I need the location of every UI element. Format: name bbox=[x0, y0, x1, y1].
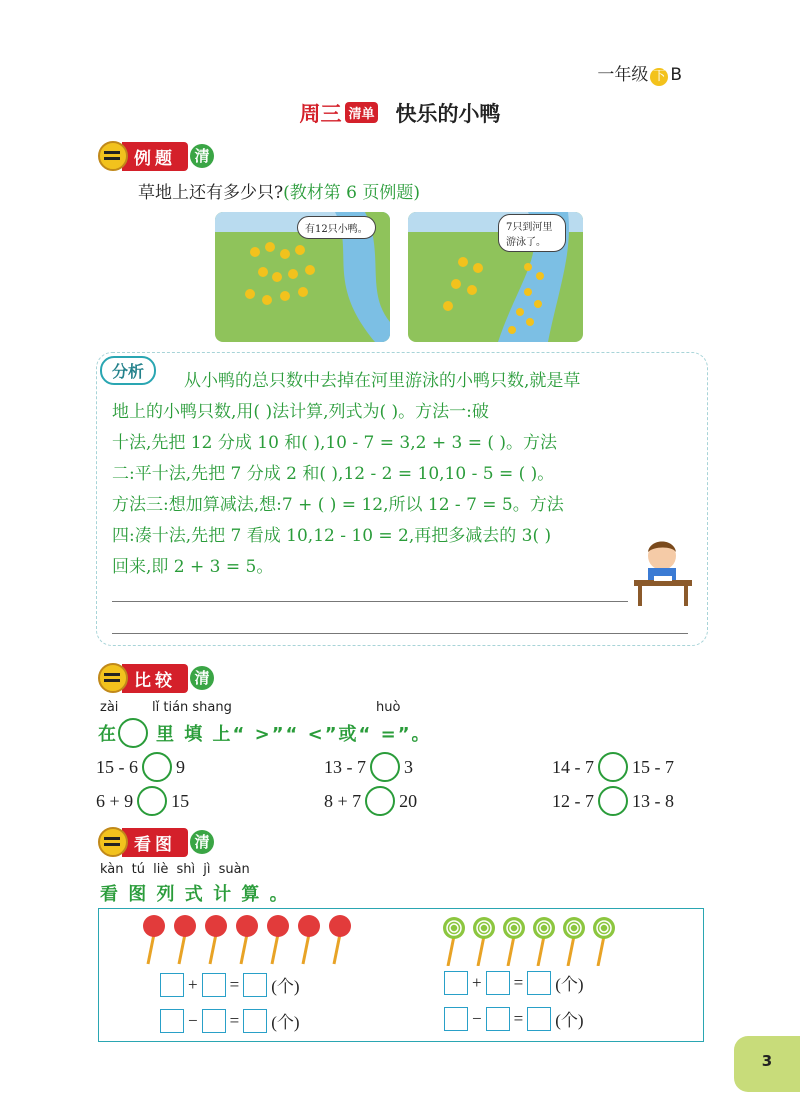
answer-box[interactable] bbox=[243, 973, 267, 997]
analysis-line: 地上的小鸭只数,用( )法计算,列式为( )。方法一:破 bbox=[112, 402, 489, 422]
pinyin: lǐ tián shang bbox=[152, 700, 232, 715]
red-lollipop-icon bbox=[174, 915, 196, 964]
compare-item: 12 - 7 13 - 8 bbox=[552, 786, 674, 816]
answer-circle[interactable] bbox=[137, 786, 167, 816]
compare-item: 14 - 7 15 - 7 bbox=[552, 752, 674, 782]
compare-instruction: 在 里 填 上“ >”“ <”或“ =”。 bbox=[98, 718, 432, 748]
red-lollipop-icon bbox=[298, 915, 320, 964]
answer-line bbox=[112, 601, 628, 602]
answer-circle bbox=[118, 718, 148, 748]
grade-xia-badge: 下 bbox=[650, 68, 668, 86]
answer-box[interactable] bbox=[486, 971, 510, 995]
bee-icon bbox=[98, 141, 128, 171]
compare-section-tag: 比较 清 bbox=[98, 664, 214, 692]
page-number: 3 bbox=[734, 1036, 800, 1092]
red-lollipop-icon bbox=[236, 915, 258, 964]
ducks-swimming-picture bbox=[408, 212, 583, 342]
analysis-line: 方法三:想加算减法,想:7 + ( ) = 12,所以 12 - 7 = 5。方法 bbox=[112, 495, 564, 515]
green-lollipop-icon bbox=[563, 917, 585, 966]
analysis-text bbox=[112, 366, 692, 583]
bee-icon bbox=[98, 663, 128, 693]
compare-item: 15 - 6 9 bbox=[96, 752, 185, 782]
qingdan-badge: 清单 bbox=[345, 102, 377, 123]
answer-box[interactable] bbox=[160, 1009, 184, 1033]
analysis-tag: 分析 bbox=[100, 356, 156, 385]
answer-circle[interactable] bbox=[598, 786, 628, 816]
red-lollipop-icon bbox=[143, 915, 165, 964]
red-lollipops bbox=[140, 912, 370, 968]
red-lollipop-icon bbox=[329, 915, 351, 964]
green-lollipop-icon bbox=[503, 917, 525, 966]
look-instruction: 看 图 列 式 计 算 。 bbox=[100, 884, 290, 905]
answer-box[interactable] bbox=[444, 971, 468, 995]
analysis-line: 四:凑十法,先把 7 看成 10,12 - 10 = 2,再把多减去的 3( ) bbox=[112, 526, 552, 546]
addition-equation: + = (个) bbox=[160, 972, 300, 997]
answer-box[interactable] bbox=[243, 1009, 267, 1033]
answer-circle[interactable] bbox=[365, 786, 395, 816]
answer-box[interactable] bbox=[486, 1007, 510, 1031]
speech-bubble: 有12只小鸭。 bbox=[297, 216, 376, 239]
answer-box[interactable] bbox=[527, 971, 551, 995]
green-lollipop-icon bbox=[443, 917, 465, 966]
compare-item: 6 + 9 15 bbox=[96, 786, 189, 816]
boy-studying-illustration bbox=[628, 536, 698, 608]
analysis-line: 从小鸭的总只数中去掉在河里游泳的小鸭只数,就是草 bbox=[184, 371, 581, 391]
answer-circle[interactable] bbox=[142, 752, 172, 782]
pinyin: huò bbox=[376, 700, 401, 715]
pinyin: zài bbox=[100, 700, 119, 715]
addition-equation: + = (个) bbox=[444, 970, 584, 995]
answer-box[interactable] bbox=[202, 1009, 226, 1033]
look-section-tag: 看图 清 bbox=[98, 828, 214, 856]
subtraction-equation: − = (个) bbox=[444, 1006, 584, 1031]
green-lollipops bbox=[440, 914, 630, 966]
subtraction-equation: − = (个) bbox=[160, 1008, 300, 1033]
example-section-tag: 例题 清 bbox=[98, 142, 214, 170]
answer-box[interactable] bbox=[527, 1007, 551, 1031]
page-title: 周三 清单 快乐的小鸭 bbox=[299, 102, 501, 126]
answer-box[interactable] bbox=[444, 1007, 468, 1031]
compare-item: 8 + 7 20 bbox=[324, 786, 417, 816]
compare-item: 13 - 7 3 bbox=[324, 752, 413, 782]
green-lollipop-icon bbox=[473, 917, 495, 966]
answer-box[interactable] bbox=[202, 973, 226, 997]
answer-circle[interactable] bbox=[598, 752, 628, 782]
green-lollipop-icon bbox=[593, 917, 615, 966]
answer-line bbox=[112, 633, 688, 634]
answer-box[interactable] bbox=[160, 973, 184, 997]
answer-circle[interactable] bbox=[370, 752, 400, 782]
pinyin: kàn tú liè shì jì suàn bbox=[100, 862, 250, 877]
grade-label: 一年级 下 B bbox=[597, 65, 682, 85]
analysis-line: 二:平十法,先把 7 分成 2 和( ),12 - 2 = 10,10 - 5 = ( )。 bbox=[112, 464, 555, 484]
green-lollipop-icon bbox=[533, 917, 555, 966]
analysis-line: 回来,即 2 + 3 = 5。 bbox=[112, 557, 274, 577]
red-lollipop-icon bbox=[205, 915, 227, 964]
red-lollipop-icon bbox=[267, 915, 289, 964]
bee-icon bbox=[98, 827, 128, 857]
analysis-line: 十法,先把 12 分成 10 和( ),10 - 7 = 3,2 + 3 = ( )。方法 bbox=[112, 433, 558, 453]
speech-bubble: 7只到河里游泳了。 bbox=[498, 214, 566, 252]
example-question: 草地上还有多少只?(教材第 6 页例题) bbox=[138, 183, 421, 203]
ducks-on-grass-picture bbox=[215, 212, 390, 342]
